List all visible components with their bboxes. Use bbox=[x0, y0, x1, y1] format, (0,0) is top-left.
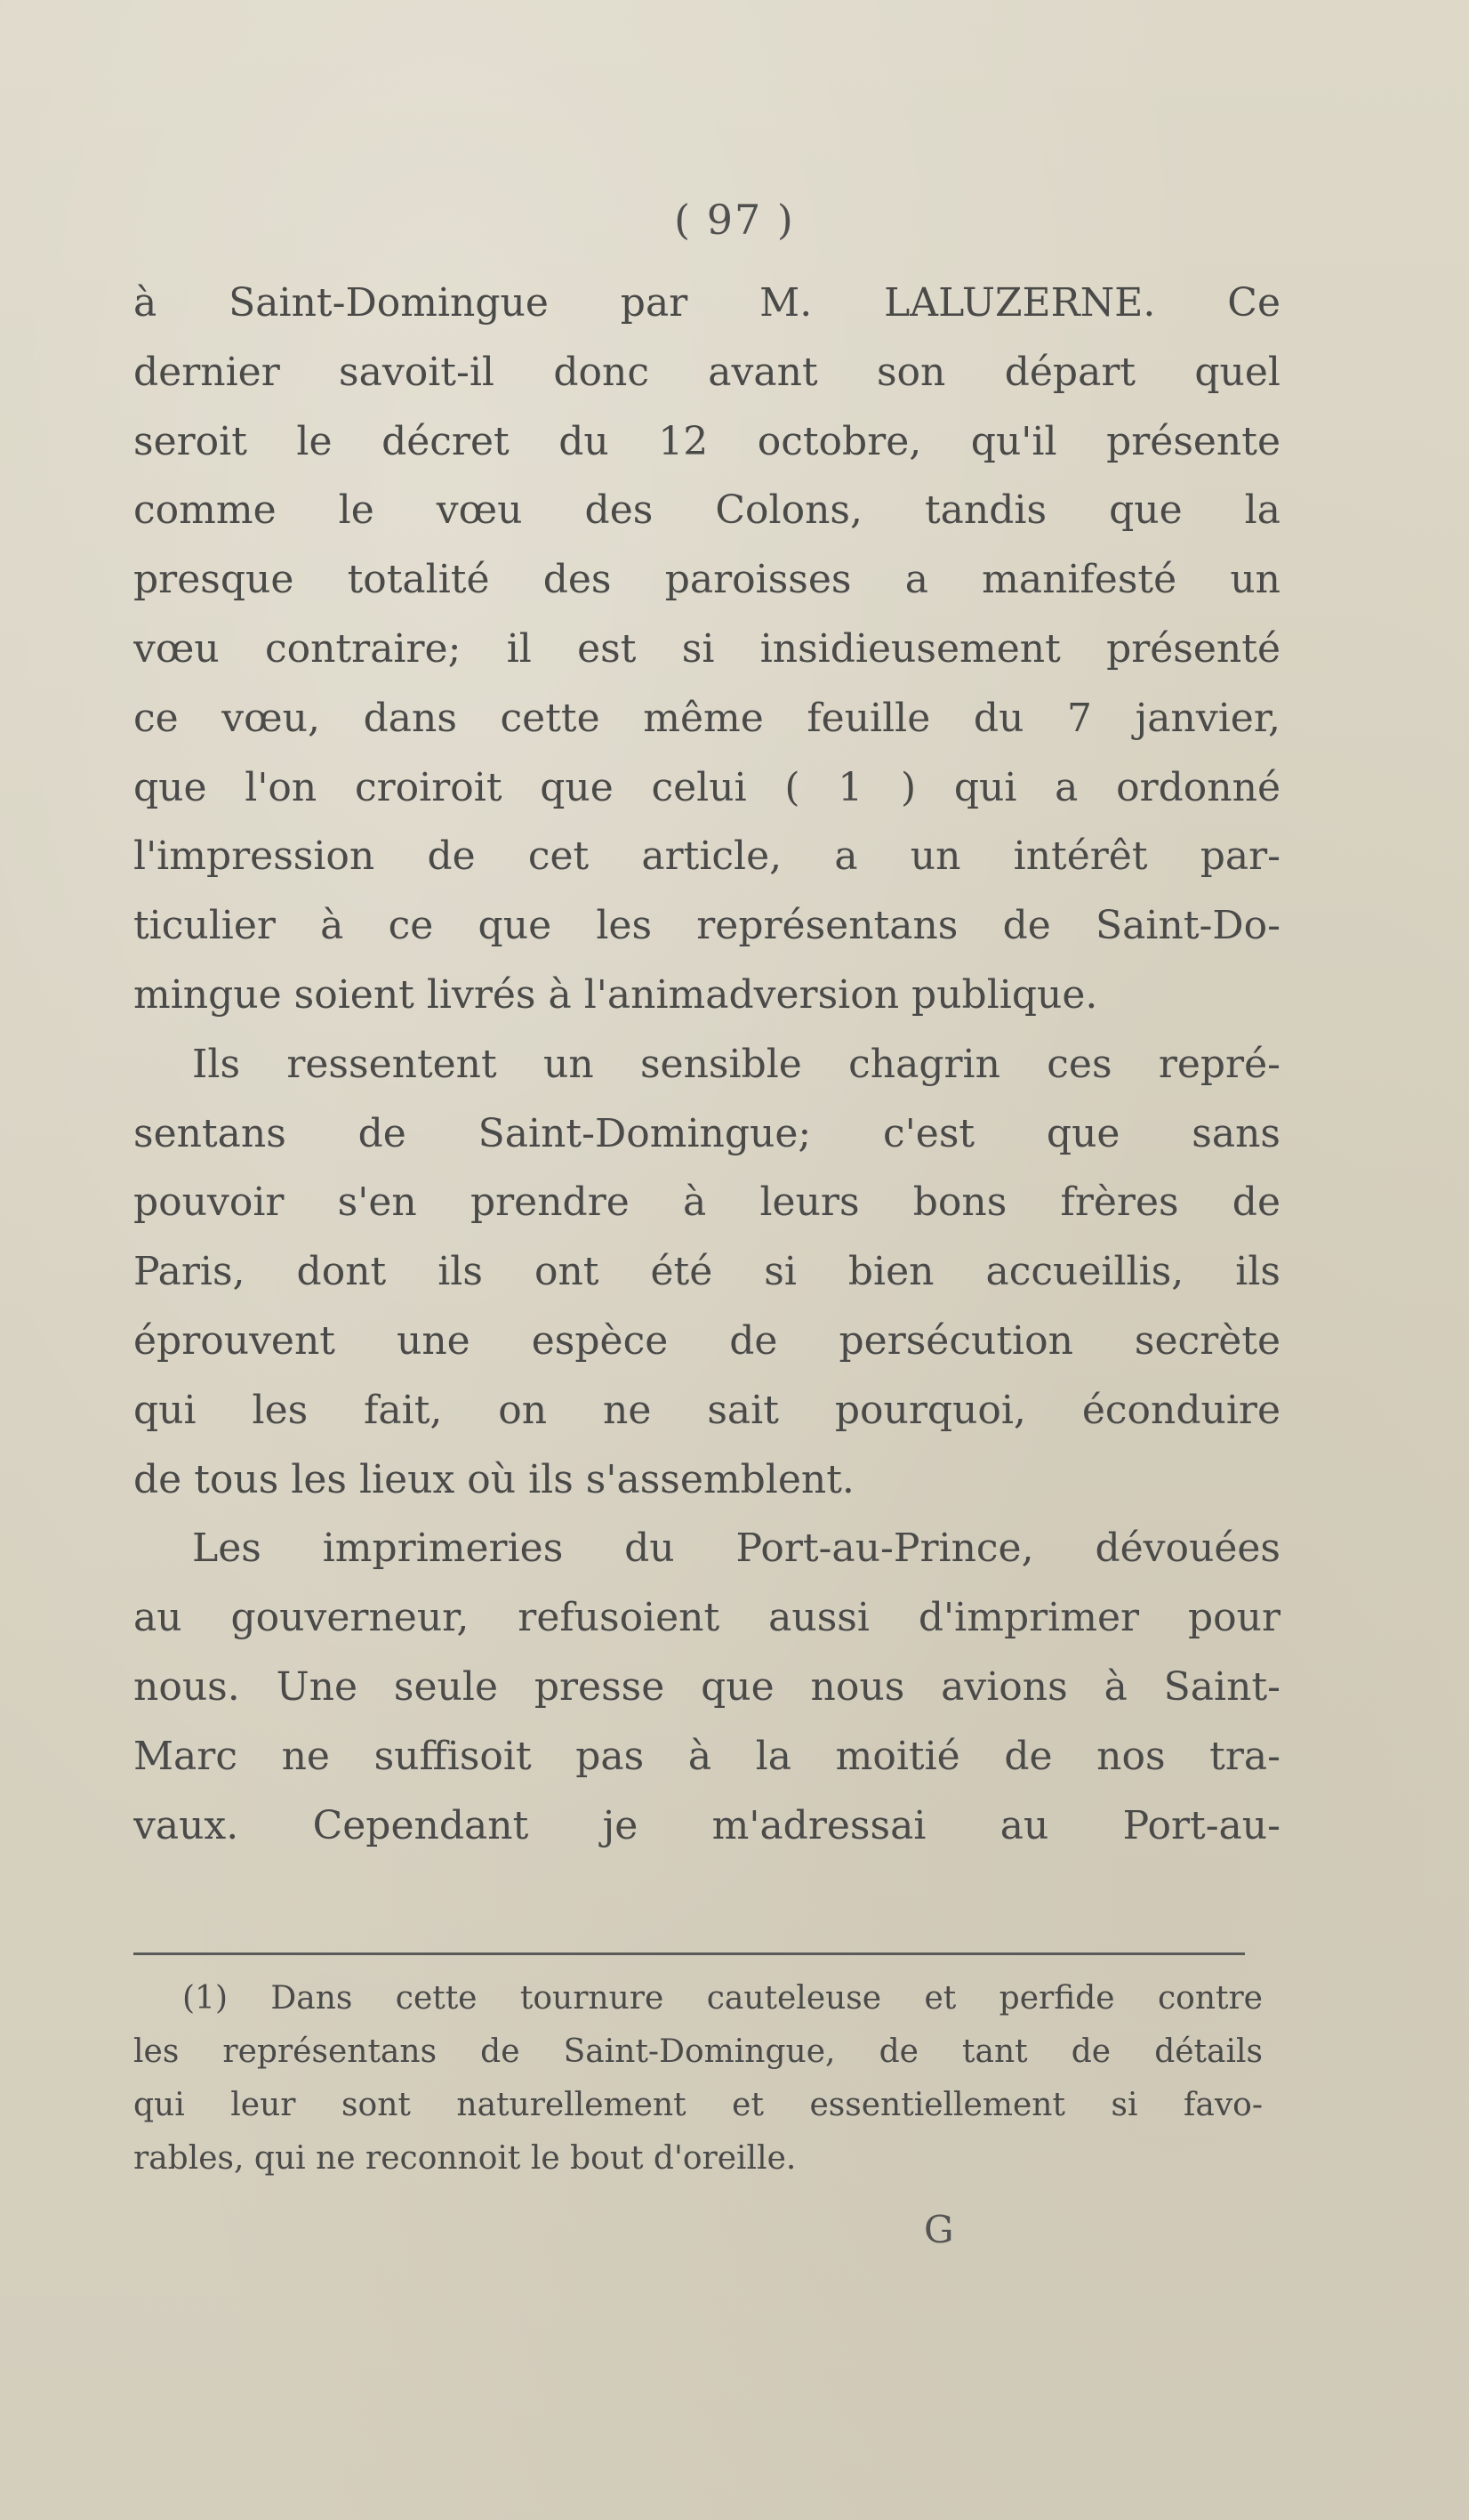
page-number: ( 97 ) bbox=[674, 196, 795, 244]
text-line: ce vœu, dans cette même feuille du 7 janvier, bbox=[133, 695, 1280, 741]
text-line: qui les fait, on ne sait pourquoi, éconduire bbox=[133, 1387, 1280, 1433]
text-line: l'impression de cet article, a un intérêt par- bbox=[133, 833, 1280, 880]
body-text bbox=[133, 269, 1280, 1860]
footnote-divider bbox=[133, 1952, 1245, 1955]
text-line: comme le vœu des Colons, tandis que la bbox=[133, 487, 1280, 534]
footnote-line: rables, qui ne reconnoit le bout d'oreille. bbox=[133, 2140, 797, 2177]
text-line: éprouvent une espèce de persécution secrète bbox=[133, 1317, 1280, 1364]
text-line: Les imprimeries du Port-au-Prince, dévouées bbox=[192, 1526, 1280, 1572]
text-line: de tous les lieux où ils s'assemblent. bbox=[133, 1456, 855, 1502]
text-line: vaux. Cependant je m'adressai au Port-au- bbox=[133, 1802, 1280, 1848]
text-line: nous. Une seule presse que nous avions à Saint- bbox=[133, 1663, 1280, 1710]
footnote bbox=[133, 1972, 1263, 2186]
signature-mark: G bbox=[924, 2208, 954, 2251]
text-line: Paris, dont ils ont été si bien accueillis, ils bbox=[133, 1249, 1280, 1295]
footnote-line: (1) Dans cette tournure cauteleuse et perfide contre bbox=[182, 1980, 1263, 2017]
text-line: vœu contraire; il est si insidieusement présenté bbox=[133, 625, 1280, 672]
text-line: presque totalité des paroisses a manifesté un bbox=[133, 557, 1280, 603]
text-line: seroit le décret du 12 octobre, qu'il présente bbox=[133, 418, 1280, 464]
text-line: sentans de Saint-Domingue; c'est que sans bbox=[133, 1110, 1280, 1156]
text-line: ticulier à ce que les représentans de Saint-Do- bbox=[133, 903, 1280, 949]
footnote-line: qui leur sont naturellement et essentiellement si favo- bbox=[133, 2087, 1263, 2123]
text-line: au gouverneur, refusoient aussi d'imprimer pour bbox=[133, 1595, 1280, 1641]
text-line: Ils ressentent un sensible chagrin ces repré- bbox=[192, 1041, 1280, 1087]
footnote-line: les représentans de Saint-Domingue, de tant de détails bbox=[133, 2033, 1263, 2070]
text-line: Marc ne suffisoit pas à la moitié de nos tra- bbox=[133, 1733, 1280, 1779]
text-line: dernier savoit-il donc avant son départ quel bbox=[133, 349, 1280, 395]
text-line: que l'on croiroit que celui ( 1 ) qui a ordonné bbox=[133, 764, 1280, 810]
text-line: pouvoir s'en prendre à leurs bons frères de bbox=[133, 1179, 1280, 1226]
text-line: à Saint-Domingue par M. LALUZERNE. Ce bbox=[133, 280, 1280, 326]
text-line: mingue soient livrés à l'animadversion publique. bbox=[133, 971, 1098, 1018]
